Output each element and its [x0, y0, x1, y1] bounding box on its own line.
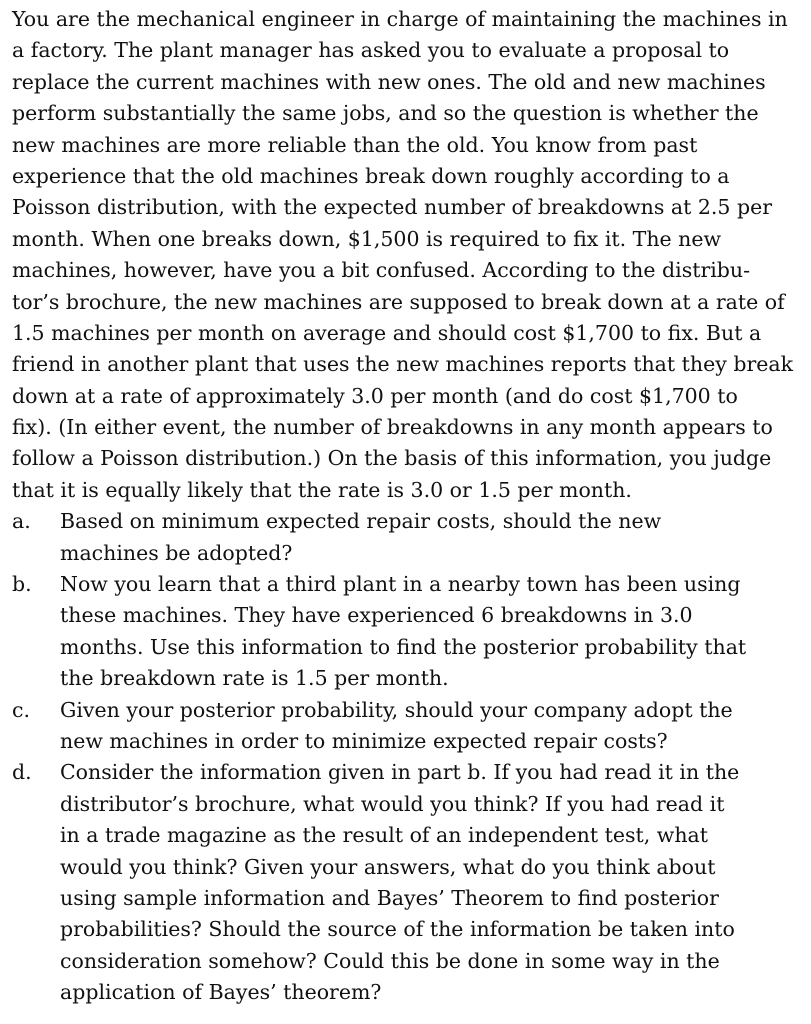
intro-line: 1.5 machines per month on average and should cost $1,700 to fix. But a: [12, 320, 762, 345]
part-line: months. Use this information to find the posterior probability that: [60, 634, 747, 659]
part-line: distributor’s brochure, what would you think? If you had read it: [60, 791, 725, 816]
part-d: [12, 757, 811, 1008]
part-a: [12, 506, 811, 569]
part-line: probabilities? Should the source of the information be taken into: [60, 917, 735, 942]
intro-line: perform substantially the same jobs, and so the question is whether the: [12, 101, 759, 126]
part-line: the breakdown rate is 1.5 per month.: [60, 666, 449, 691]
part-marker: c.: [12, 697, 30, 722]
intro-line: experience that the old machines break down roughly according to a: [12, 163, 730, 188]
intro-line: down at a rate of approximately 3.0 per month (and do cost $1,700 to: [12, 383, 738, 408]
part-line: application of Bayes’ theorem?: [60, 980, 382, 1005]
part-line: consideration somehow? Could this be done in some way in the: [60, 948, 720, 973]
part-marker: d.: [12, 760, 32, 785]
intro-line: replace the current machines with new ones. The old and new machines: [12, 69, 766, 94]
intro-line: that it is equally likely that the rate is 3.0 or 1.5 per month.: [12, 477, 632, 502]
part-line: Consider the information given in part b. If you had read it in the: [60, 760, 740, 785]
part-line: using sample information and Bayes’ Theorem to find posterior: [60, 885, 719, 910]
intro-line: fix). (In either event, the number of breakdowns in any month appears to: [12, 415, 773, 440]
part-line: new machines in order to minimize expected repair costs?: [60, 728, 668, 753]
part-line: these machines. They have experienced 6 breakdowns in 3.0: [60, 603, 693, 628]
part-line: in a trade magazine as the result of an independent test, what: [60, 823, 709, 848]
intro-line: friend in another plant that uses the new machines reports that they break: [12, 352, 794, 377]
part-c: [12, 695, 811, 758]
intro-line: Poisson distribution, with the expected number of breakdowns at 2.5 per: [12, 195, 773, 220]
intro-line: new machines are more reliable than the old. You know from past: [12, 132, 698, 157]
intro-line: follow a Poisson distribution.) On the basis of this information, you judge: [12, 446, 772, 471]
intro-line: tor’s brochure, the new machines are supposed to break down at a rate of: [12, 289, 785, 314]
problem-text: [12, 4, 811, 1009]
part-line: Now you learn that a third plant in a nearby town has been using: [60, 572, 741, 597]
part-line: would you think? Given your answers, what do you think about: [60, 854, 716, 879]
part-line: Given your posterior probability, should your company adopt the: [60, 697, 733, 722]
intro-line: You are the mechanical engineer in charge of maintaining the machines in: [12, 7, 788, 31]
part-b: [12, 569, 811, 695]
part-line: Based on minimum expected repair costs, should the new: [60, 509, 662, 534]
intro-line: month. When one breaks down, $1,500 is required to fix it. The new: [12, 226, 722, 251]
part-line: machines be adopted?: [60, 540, 293, 565]
part-marker: a.: [12, 509, 31, 534]
intro-line: a factory. The plant manager has asked you to evaluate a proposal to: [12, 38, 730, 63]
problem-intro: [12, 4, 811, 506]
intro-line: machines, however, have you a bit confused. According to the distribu-: [12, 258, 751, 283]
part-marker: b.: [12, 572, 32, 597]
